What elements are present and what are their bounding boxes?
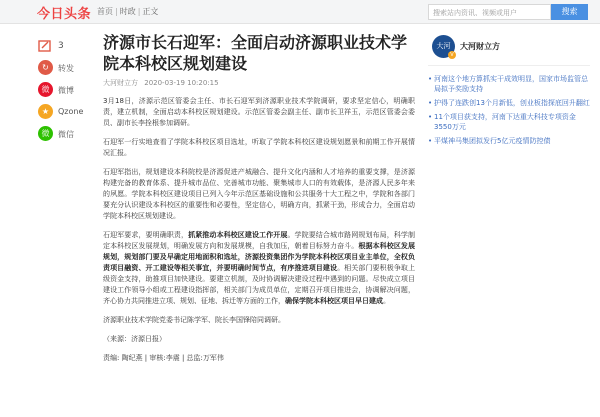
comment-count: 3 (58, 41, 64, 51)
share-column (36, 38, 86, 146)
share-weibo-label: 微博 (58, 86, 74, 95)
search-button[interactable]: 搜索 (551, 4, 588, 20)
breadcrumb-politics[interactable]: 时政 (119, 7, 136, 16)
comment-icon (38, 39, 52, 53)
share-qzone-label: Qzone (58, 107, 84, 116)
article-paragraph-4: 石迎军要求，要明确职责，抓紧推动本科校区建设工作开展。学院要结合城市路网规划布局，科学制定本科校区发展规划，明确发展方向和发展规模，自我加压，朝着目标努力奋斗。根据本科校区发展规划，规划部门要及早确定用地面积和选址，济源投资集团作为学院本科校区项目业主单位，全权负责项目融资、开工建设等相关事宜，并要明确时间节点，有序推进项目建设。相关部门要积极争取上级资金支持，助推项目加快建设。要建立机制，及时协调解决建设过程中遇到的问题。尽快成立项目建设工作领导小组或工程建设指挥部，相关部门为成员单位，定期召开项目推进会，协调解决问题，齐心协力共同推进立项、规划、征地、拆迁等方面的工作，确保学院本科校区项目早日建成。 (103, 231, 416, 305)
author-name[interactable]: 大河财立方 (460, 42, 500, 51)
related-news-list (428, 74, 590, 146)
avatar[interactable]: 大河 (432, 35, 455, 58)
article-editor: 责编: 陶纪燕 | 审核:李震 | 总监:万军伟 (103, 354, 224, 362)
weibo-icon: 微 (38, 82, 53, 97)
breadcrumb-current: 正文 (142, 7, 159, 16)
site-logo[interactable]: 今日头条 (37, 7, 92, 22)
article-time: 2020-03-19 10:20:15 (144, 79, 219, 87)
breadcrumb: 首页 | 时政 | 正文 (97, 7, 159, 16)
top-header (0, 0, 600, 24)
article-paragraph-3: 石迎军指出，规划建设本科院校是济源促进产城融合、提升文化内涵和人才培养的重要支撑，是济源构建完备的教育体系、提升城市品位、完善城市功能、聚集城市人口的有效载体，是济源人民多年来的夙愿。学院本科校区建设项目已列入今年示范区基础设施和公共服务十大工程之中，学院和各部门要充分认识建设本科校区的重要性和必要性，坚定信心，明确方向，抓紧干劲，形成合力，全面启动学院本科校区规划建设。 (103, 168, 415, 220)
search-input[interactable]: 搜索站内资讯、视频或用户 (428, 4, 551, 20)
article-title: 济源市长石迎军：全面启动济源职业技术学院本科校区规划建设 (103, 33, 408, 73)
share-wechat-label: 微信 (58, 130, 74, 139)
related-news-item[interactable]: • 11个项目获支持，河南下达重大科技专项资金3550万元 (428, 112, 590, 132)
share-weibo[interactable] (36, 80, 86, 102)
wechat-icon: 微 (38, 126, 53, 141)
article-paragraph-1: 3月18日，济源示范区管委会主任、市长石迎军到济源职业技术学院调研，要求坚定信心，明确职责，建立机制，全面启动本科校区规划建设。示范区管委会副主任、副市长卫祥玉，示范区管委会委员、副市长李拴根参加调研。 (103, 97, 415, 127)
article-meta (103, 78, 415, 88)
author-card[interactable] (428, 31, 590, 66)
article-source: （来源：济源日报） (103, 335, 166, 343)
share-repost-label: 转发 (58, 64, 74, 73)
related-news-item[interactable]: • 平煤神马集团拟发行5亿元疫情防控债 (428, 136, 590, 146)
share-qzone[interactable] (36, 102, 86, 124)
share-repost[interactable] (36, 58, 86, 80)
article-paragraph-2: 石迎军一行实地查看了学院本科校区项目选址，听取了学院本科校区建设规划愿景和前期工作开展情况汇报。 (103, 138, 415, 157)
comment-button[interactable] (36, 38, 86, 58)
related-news-item[interactable]: • 护得了连跌创13个月新低，创业板指探底回升翻红 (428, 98, 590, 108)
breadcrumb-home[interactable]: 首页 (97, 7, 113, 16)
article (103, 32, 415, 363)
sidebar (428, 31, 590, 150)
verified-icon: V (448, 51, 456, 59)
article-author[interactable]: 大河财立方 (103, 79, 138, 87)
qzone-icon: ★ (38, 104, 53, 119)
repost-icon: ↻ (38, 60, 53, 75)
related-news-item[interactable]: • 河南这个地方算抓实干成效明显，国家市场监管总局拟予奖励支持 (428, 74, 590, 94)
share-wechat[interactable] (36, 124, 86, 146)
article-paragraph-5: 济源职业技术学院党委书记陈学军、院长李国锋陪同调研。 (103, 316, 285, 324)
